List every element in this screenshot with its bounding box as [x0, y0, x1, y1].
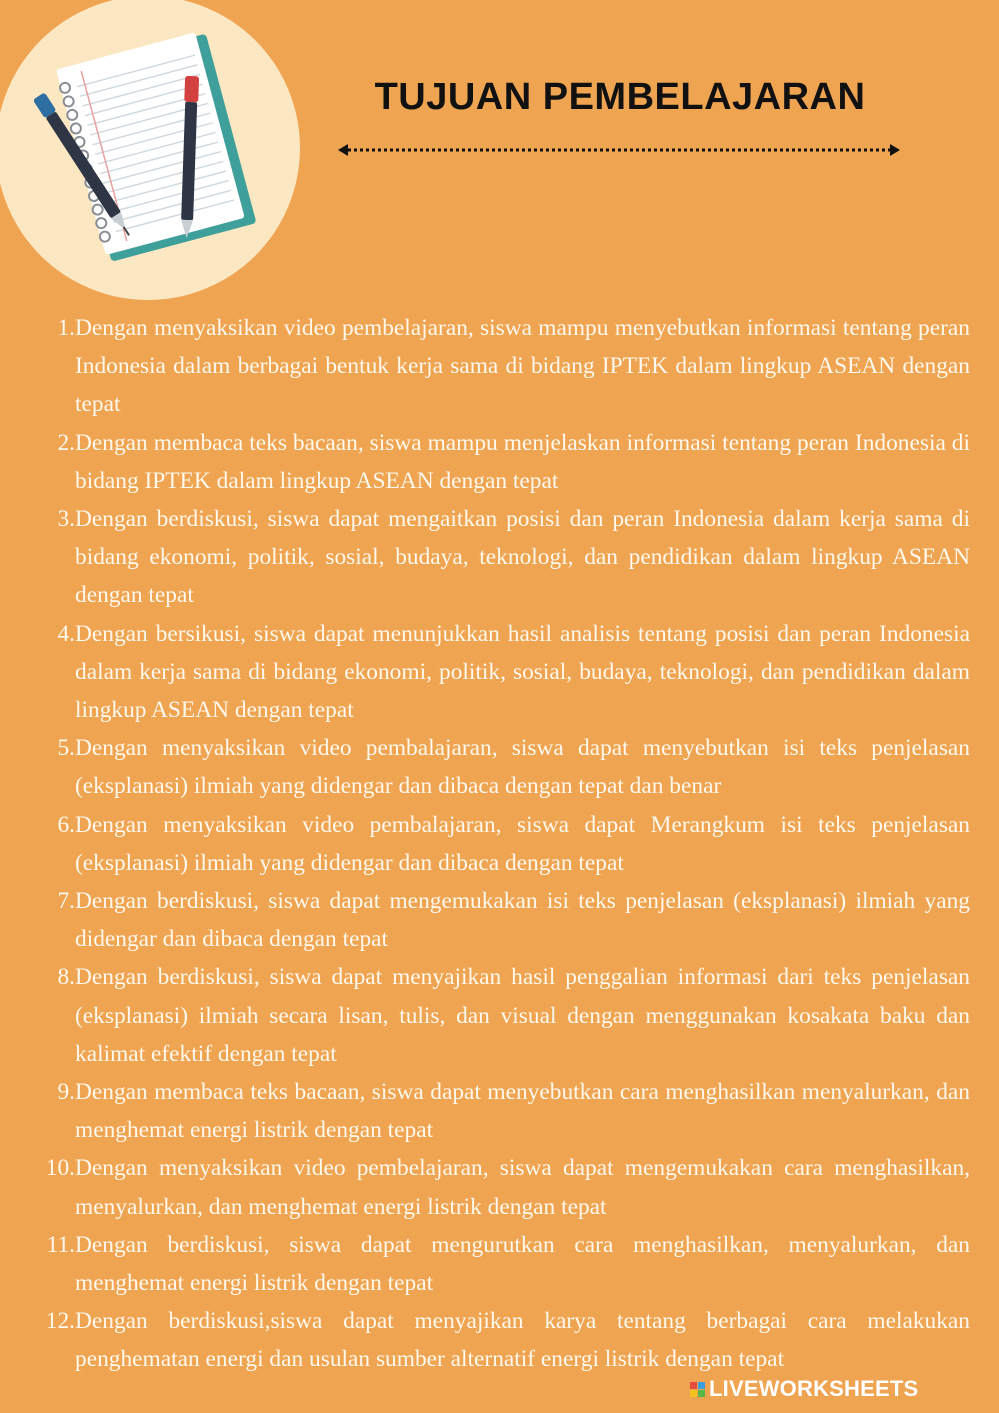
- item-text: Dengan berdiskusi, siswa dapat mengurutkan cara menghasilkan, menyalurkan, dan menghemat energi listrik dengan tepat: [75, 1231, 970, 1297]
- watermark-text: LIVEWORKSHEETS: [709, 1376, 919, 1401]
- list-item: [34, 424, 970, 500]
- dotted-arrow-divider: [336, 140, 902, 160]
- item-text: Dengan membaca teks bacaan, siswa dapat menyebutkan cara menghasilkan menyalurkan, dan menghemat energi listrik dengan tepat: [75, 1079, 970, 1144]
- list-item: [34, 1302, 970, 1378]
- objectives-list: [34, 309, 970, 1379]
- item-number: 6.: [57, 811, 75, 838]
- list-item: [34, 309, 970, 424]
- item-number: 10.: [45, 1155, 75, 1182]
- page-title: TUJUAN PEMBELAJARAN: [374, 76, 866, 118]
- list-item: [34, 615, 970, 730]
- item-text: Dengan berdiskusi, siswa dapat mengemukakan isi teks penjelasan (eksplanasi) ilmiah yang didengar dan dibaca dengan tepat: [75, 888, 970, 953]
- list-item: [34, 1149, 970, 1225]
- list-item: [34, 729, 970, 805]
- list-item: [34, 882, 970, 958]
- item-text: Dengan bersikusi, siswa dapat menunjukkan hasil analisis tentang posisi dan peran Indonesia dalam kerja sama di bidang ekonomi, politik, sosial, budaya, teknologi, dan pendidikan dalam lingkup ASEAN dengan tepat: [75, 620, 970, 724]
- item-number: 5.: [57, 735, 75, 762]
- item-number: 2.: [57, 429, 75, 456]
- list-item: [34, 1073, 970, 1149]
- list-item: [34, 806, 970, 882]
- liveworksheets-watermark[interactable]: [690, 1374, 918, 1404]
- item-text: Dengan berdiskusi,siswa dapat menyajikan karya tentang berbagai cara melakukan penghematan energi dan usulan sumber alternatif energi listrik dengan tepat: [75, 1308, 970, 1373]
- liveworksheets-logo-icon: [690, 1382, 705, 1397]
- item-number: 8.: [57, 964, 75, 991]
- item-text: Dengan menyaksikan video pembalajaran, siswa dapat menyebutkan isi teks penjelasan (eksplanasi) ilmiah yang didengar dan dibaca dengan tepat dan benar: [75, 735, 970, 800]
- item-text: Dengan menyaksikan video pembelajaran, siswa mampu menyebutkan informasi tentang peran Indonesia dalam berbagai bentuk kerja sama di bidang IPTEK dalam lingkup ASEAN dengan tepat: [75, 315, 970, 418]
- item-number: 12.: [45, 1308, 75, 1335]
- item-number: 9.: [57, 1079, 75, 1106]
- item-text: Dengan berdiskusi, siswa dapat mengaitkan posisi dan peran Indonesia dalam kerja sama di bidang ekonomi, politik, sosial, budaya, teknologi, dan pendidikan dalam lingkup ASEAN dengan tepat: [75, 506, 970, 609]
- notebook-with-pens-icon: [0, 0, 300, 300]
- item-text: Dengan menyaksikan video pembelajaran, siswa dapat mengemukakan cara menghasilkan, menyalurkan, dan menghemat energi listrik dengan tepat: [75, 1155, 970, 1220]
- item-number: 11.: [46, 1231, 75, 1258]
- item-number: 3.: [57, 506, 75, 533]
- item-text: Dengan menyaksikan video pembalajaran, siswa dapat Merangkum isi teks penjelasan (eksplanasi) ilmiah yang didengar dan dibaca dengan tepat: [75, 811, 970, 876]
- item-text: Dengan berdiskusi, siswa dapat menyajikan hasil penggalian informasi dari teks penjelasan (eksplanasi) ilmiah secara lisan, tulis, dan visual dengan menggunakan kosakata baku dan kalimat efektif dengan tepat: [75, 964, 970, 1067]
- item-number: 1.: [57, 315, 75, 341]
- item-number: 4.: [57, 620, 75, 647]
- list-item: [34, 958, 970, 1073]
- item-number: 7.: [57, 888, 75, 915]
- list-item: [34, 500, 970, 615]
- item-text: Dengan membaca teks bacaan, siswa mampu menjelaskan informasi tentang peran Indonesia di bidang IPTEK dalam lingkup ASEAN dengan tepat: [75, 429, 970, 494]
- list-item: [34, 1226, 970, 1302]
